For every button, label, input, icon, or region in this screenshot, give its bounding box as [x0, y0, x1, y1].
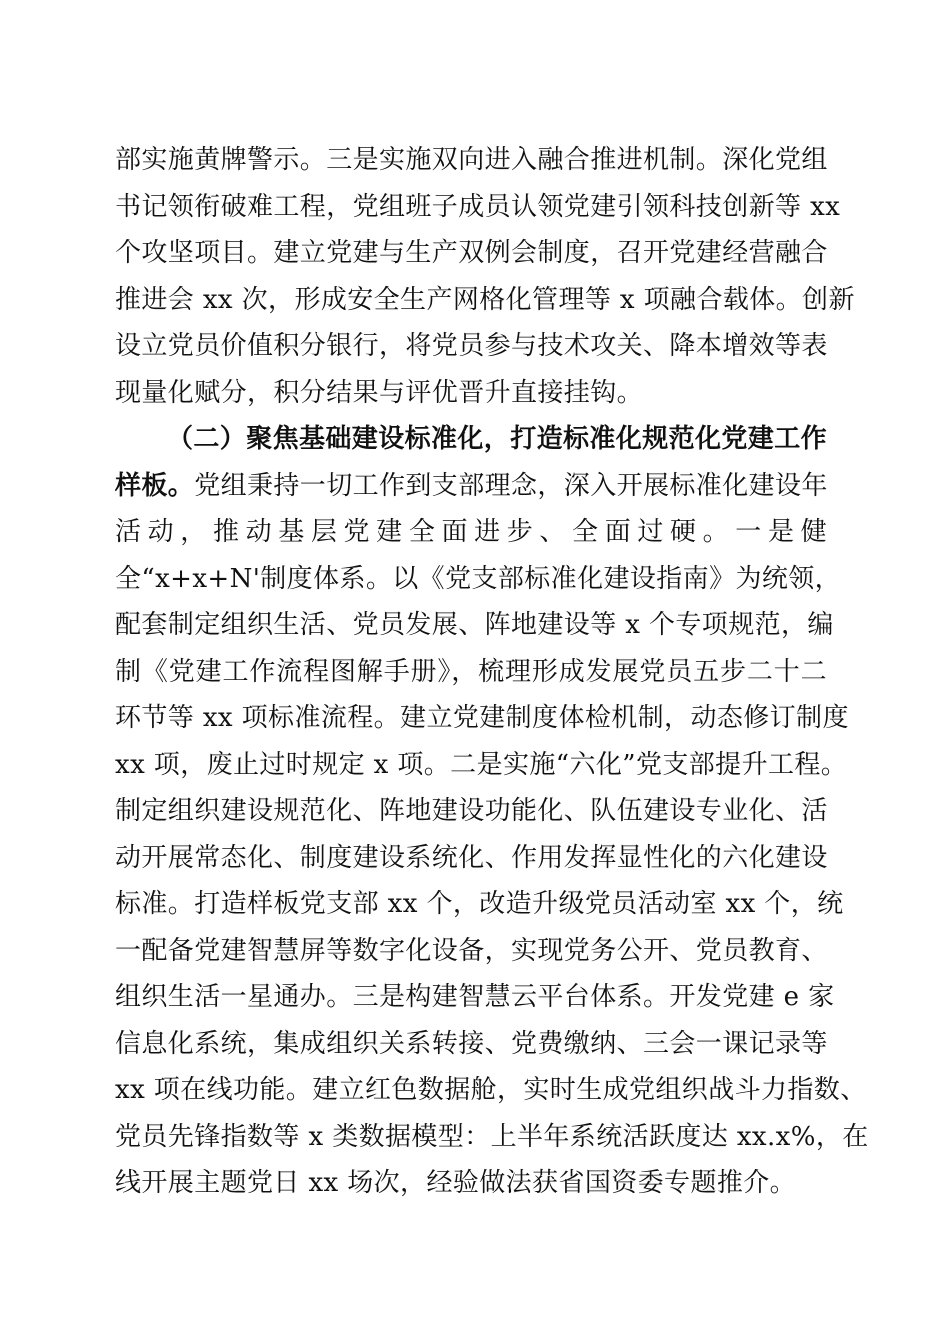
text-line [115, 463, 827, 510]
text-line: 标准。打造样板党支部 xx 个，改造升级党员活动室 xx 个，统 [115, 889, 844, 919]
text-line: 制定组织建设规范化、阵地建设功能化、队伍建设专业化、活 [115, 796, 828, 826]
text-line: 全“x+x+N'制度体系。以《党支部标准化建设指南》为统领， [115, 563, 842, 594]
text-line: 环节等 xx 项标准流程。建立党建制度体检机制，动态修订制度 [115, 703, 849, 733]
text-line: 信息化系统，集成组织关系转接、党费缴纳、三会一课记录等 [115, 1028, 828, 1059]
document-body [115, 137, 869, 1207]
text-line: 组织生活一星通办。三是构建智慧云平台体系。开发党建 e 家 [115, 982, 835, 1012]
text-line: 活动，推动基层党建全面进步、全面过硬。一是健 [115, 517, 827, 547]
text-line: 制《党建工作流程图解手册》，梳理形成发展党员五步二十二 [115, 656, 827, 687]
text-line: 一配备党建智慧屏等数字化设备，实现党务公开、党员教育、 [115, 935, 828, 966]
text-line: 动开展常态化、制度建设系统化、作用发挥显性化的六化建设 [115, 842, 828, 873]
text-line: 党员先锋指数等 x 类数据模型：上半年系统活跃度达 xx.x%，在 [115, 1121, 869, 1152]
text-line: 设立党员价值积分银行，将党员参与技术攻关、降本增效等表 [115, 331, 828, 361]
text-line: 线开展主题党日 xx 场次，经验做法获省国资委专题推介。 [115, 1168, 797, 1198]
text-line: xx 项，废止过时规定 x 项。二是实施“六化”党支部提升工程。 [115, 749, 848, 780]
text-line: 个攻坚项目。建立党建与生产双例会制度，召开党建经营融合 [115, 238, 828, 268]
paragraph-2 [115, 416, 869, 1207]
section-heading-end: 样板。 [115, 470, 195, 501]
section-heading: （二）聚焦基础建设标准化，打造标准化规范化党建工作 [167, 424, 828, 454]
paragraph-1 [115, 137, 855, 416]
text-line: xx 项在线功能。建立红色数据舱，实时生成党组织战斗力指数、 [115, 1075, 867, 1105]
text-line: 推进会 xx 次，形成安全生产网格化管理等 x 项融合载体。创新 [115, 284, 855, 315]
text-line: 现量化赋分，积分结果与评优晋升直接挂钩。 [115, 377, 644, 408]
text-line: 书记领衔破难工程，党组班子成员认领党建引领科技创新等 xx [115, 191, 841, 222]
text-line: 部实施黄牌警示。三是实施双向进入融合推进机制。深化党组 [115, 145, 828, 175]
text-line: 配套制定组织生活、党员发展、阵地建设等 x 个专项规范，编 [115, 610, 834, 640]
text-fragment: 党组秉持一切工作到支部理念，深入开展标准化建设年 [194, 470, 828, 501]
